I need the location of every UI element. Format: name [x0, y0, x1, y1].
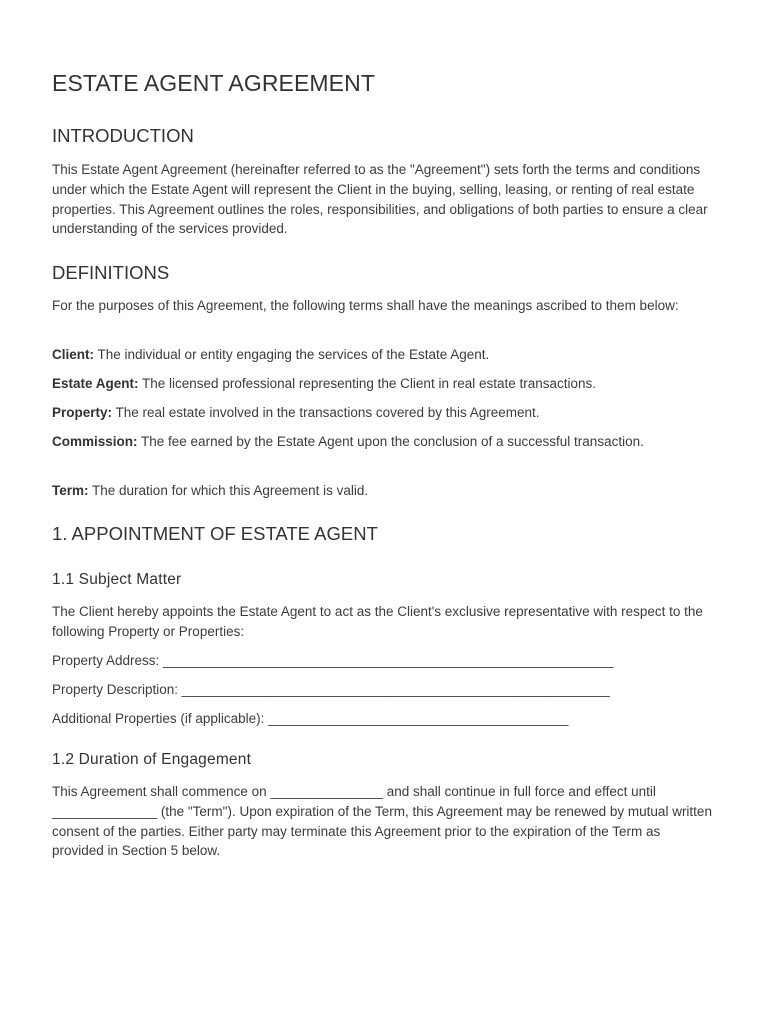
definition-commission: [52, 432, 662, 452]
document-title: ESTATE AGENT AGREEMENT: [52, 70, 375, 96]
property-address-field[interactable]: Property Address: ____________________________________________________________: [52, 653, 614, 668]
definition-term: Term:: [52, 483, 89, 498]
definition-estate-agent: [52, 374, 712, 394]
definition-text: The real estate involved in the transactions covered by this Agreement.: [112, 405, 540, 420]
definition-text: The fee earned by the Estate Agent upon the conclusion of a successful transaction.: [137, 434, 644, 449]
introduction-heading: INTRODUCTION: [52, 125, 194, 146]
property-description-field[interactable]: Property Description: _________________________________________________________: [52, 682, 610, 697]
additional-properties-field[interactable]: Additional Properties (if applicable): ________________________________________: [52, 711, 569, 726]
definition-text: The duration for which this Agreement is valid.: [88, 483, 369, 498]
section-1-heading: 1. APPOINTMENT OF ESTATE AGENT: [52, 523, 378, 544]
subject-matter-heading: 1.1 Subject Matter: [52, 571, 182, 588]
duration-text: This Agreement shall commence on _______________ and shall continue in full force and effect until ______________ (the "Term"). Upon expiration of the Term, this Agreement may be renewed by mutual written consent of the parties. Either party may terminate this Agreement prior to the expiration of the Term as provided in Section 5 below.: [52, 784, 712, 859]
definitions-heading: DEFINITIONS: [52, 262, 170, 283]
subject-matter-text: The Client hereby appoints the Estate Agent to act as the Client's exclusive representative with respect to the following Property or Properties:: [52, 604, 703, 639]
duration-heading: 1.2 Duration of Engagement: [52, 751, 252, 768]
definition-text: The licensed professional representing the Client in real estate transactions.: [138, 376, 597, 391]
definition-term: Property:: [52, 405, 113, 420]
definition-term: Commission:: [52, 434, 138, 449]
definition-term: Estate Agent:: [52, 376, 139, 391]
introduction-text: This Estate Agent Agreement (hereinafter referred to as the "Agreement") sets forth the terms and conditions under which the Estate Agent will represent the Client in the buying, selling, leasing, or renting of real estate properties. This Agreement outlines the roles, responsibilities, and obligations of both parties to ensure a clear understanding of the services provided.: [52, 162, 708, 237]
definition-term-duration: [52, 481, 712, 501]
definitions-intro: For the purposes of this Agreement, the following terms shall have the meanings ascribed to them below:: [52, 298, 679, 313]
definition-term: Client:: [52, 347, 94, 362]
definition-property: [52, 403, 712, 423]
definition-text: The individual or entity engaging the services of the Estate Agent.: [94, 347, 490, 362]
definition-client: [52, 345, 712, 365]
